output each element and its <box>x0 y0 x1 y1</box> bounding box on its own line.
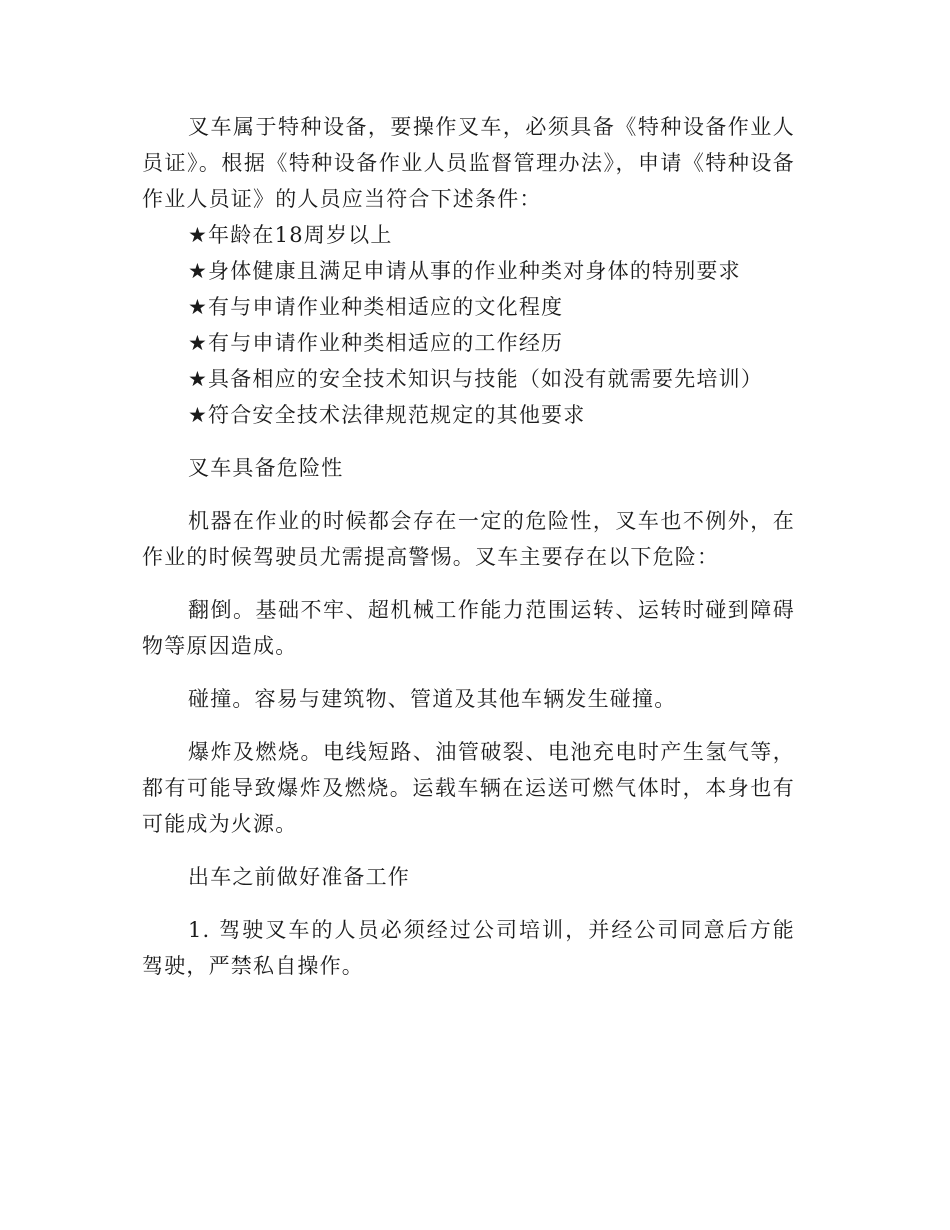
requirement-text: 具备相应的安全技术知识与技能（如没有就需要先培训） <box>208 367 764 391</box>
danger-collision-paragraph: 碰撞。容易与建筑物、管道及其他车辆发生碰撞。 <box>188 687 677 711</box>
section-heading-danger: 叉车具备危险性 <box>188 456 344 480</box>
danger-intro-paragraph: 机器在作业的时候都会存在一定的危险性，叉车也不例外，在作业的时候驾驶员尤需提高警惕。叉车主要存在以下危险： <box>142 509 795 569</box>
requirement-experience <box>142 325 795 361</box>
requirement-text: 有与申请作业种类相适应的文化程度 <box>208 295 564 319</box>
danger-explosion-paragraph: 爆炸及燃烧。电线短路、油管破裂、电池充电时产生氢气等，都有可能导致爆炸及燃烧。运载车辆在运送可燃气体时，本身也有可能成为火源。 <box>142 740 795 836</box>
requirement-text: 身体健康且满足申请从事的作业种类对身体的特别要求 <box>208 259 741 283</box>
star-icon: ★ <box>188 331 209 355</box>
requirement-age <box>142 217 795 253</box>
preparation-item-1: 1. 驾驶叉车的人员必须经过公司培训，并经公司同意后方能驾驶，严禁私自操作。 <box>142 918 795 978</box>
intro-paragraph: 叉车属于特种设备，要操作叉车，必须具备《特种设备作业人员证》。根据《特种设备作业人员监督管理办法》，申请《特种设备作业人员证》的人员应当符合下述条件： <box>142 115 795 211</box>
requirement-health <box>142 253 795 289</box>
star-icon: ★ <box>188 223 209 247</box>
requirement-text: 有与申请作业种类相适应的工作经历 <box>208 331 564 355</box>
document-body <box>142 109 795 984</box>
requirement-skills <box>142 361 795 397</box>
section-heading-preparation: 出车之前做好准备工作 <box>188 865 410 889</box>
requirement-education <box>142 289 795 325</box>
danger-rollover-paragraph: 翻倒。基础不牢、超机械工作能力范围运转、运转时碰到障碍物等原因造成。 <box>142 598 795 658</box>
star-icon: ★ <box>188 403 209 427</box>
requirement-text: 符合安全技术法律规范规定的其他要求 <box>208 403 586 427</box>
star-icon: ★ <box>188 259 209 283</box>
requirement-text: 年龄在18周岁以上 <box>208 223 393 247</box>
star-icon: ★ <box>188 367 209 391</box>
star-icon: ★ <box>188 295 209 319</box>
requirement-other <box>142 397 795 433</box>
